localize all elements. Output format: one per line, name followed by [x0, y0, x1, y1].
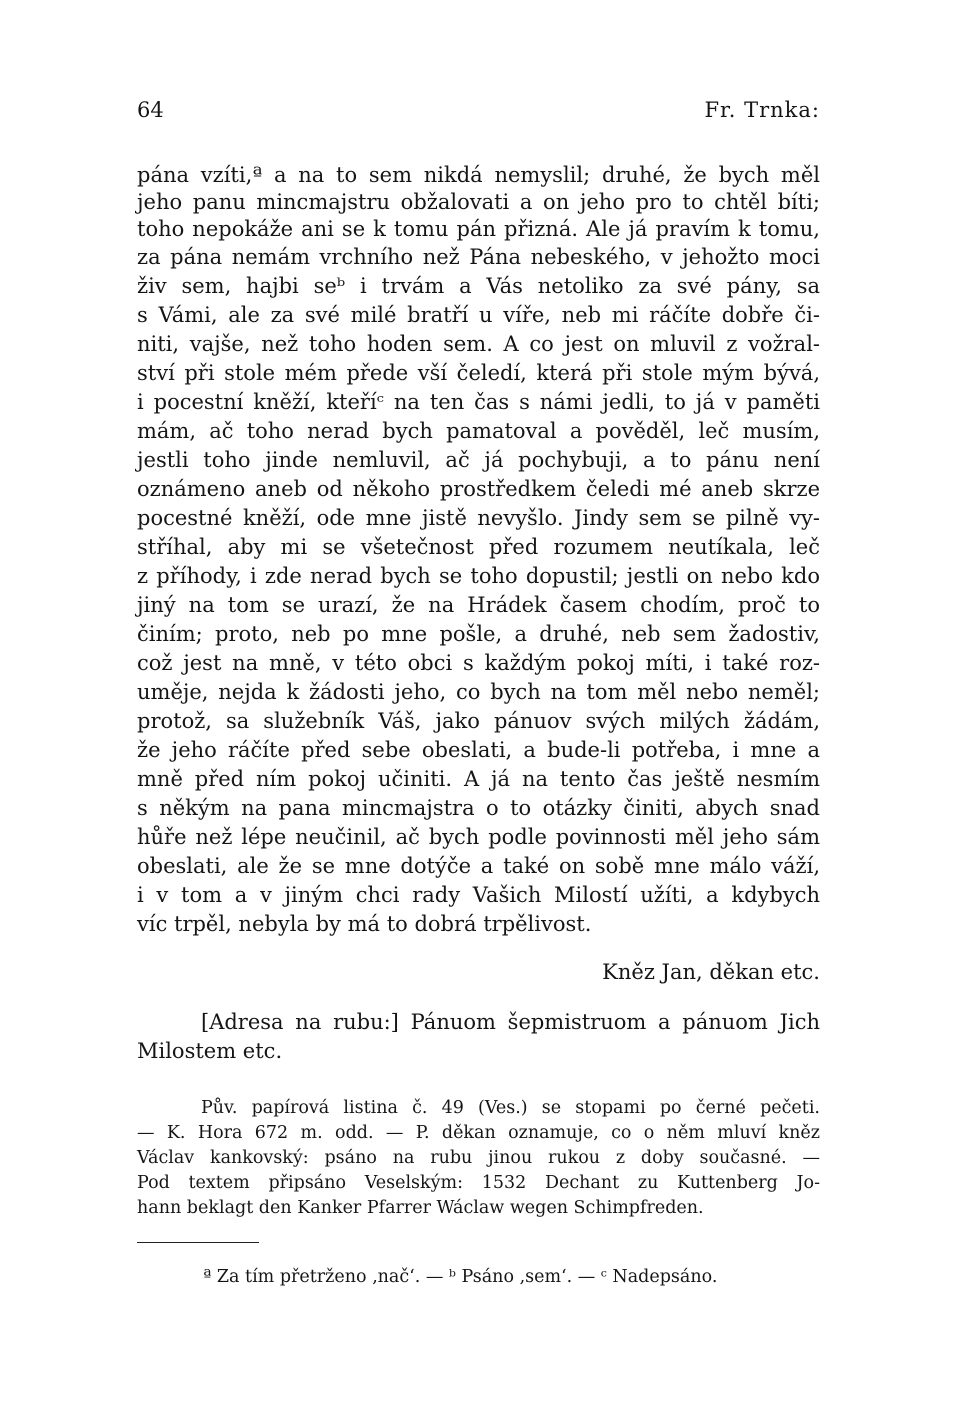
body-line: za pána nemám vrchního než Pána nebeského, v jehožto moci — [137, 245, 820, 269]
body-line: hůře než lépe neučinil, ač bych podle povinnosti měl jeho sám — [137, 825, 820, 849]
address-line: Milostem etc. — [137, 1039, 283, 1063]
body-line: i v tom a v jiným chci rady Vašich Milostí užíti, a kdybych — [137, 883, 820, 907]
body-line: živ sem, hajbi seᵇ i trvám a Vás netoliko za své pány, sa — [137, 274, 820, 298]
signature: Kněz Jan, děkan etc. — [602, 960, 820, 984]
body-line: s Vámi, ale za své milé bratří u víře, neb mi ráčíte dobře či- — [137, 303, 820, 327]
body-line: niti, vajše, než toho hoden sem. A co jest on mluvil z vožral- — [137, 332, 820, 356]
body-line: mám, ač toho nerad bych pamatoval a pověděl, leč musím, — [137, 419, 820, 443]
body-line: uměje, nejda k žádosti jeho, co bych na tom měl nebo neměl; — [137, 680, 820, 704]
body-line: jeho panu mincmajstru obžalovati a on jeho pro to chtěl bíti; — [137, 190, 820, 214]
body-line: pána vzíti,ª a na to sem nikdá nemyslil; druhé, že bych měl — [137, 163, 820, 187]
body-line: i pocestní kněží, kteříᶜ na ten čas s námi jedli, to já v paměti — [137, 390, 820, 414]
address-line: [Adresa na rubu:] Pánuom šepmistruom a pánuom Jich — [201, 1010, 820, 1034]
body-line: protož, sa služebník Váš, jako pánuov svých milých žádám, — [137, 709, 820, 733]
running-title: Fr. Trnka: — [704, 98, 820, 122]
archival-note-line: Pův. papírová listina č. 49 (Ves.) se stopami po černé pečeti. — [201, 1098, 820, 1118]
body-line: víc trpěl, nebyla by má to dobrá trpělivost. — [137, 912, 592, 936]
page-header — [137, 98, 820, 128]
body-line: ství při stole mém přede vší čeledí, která při stole mým bývá, — [137, 361, 820, 385]
body-line: oznámeno aneb od někoho prostředkem čeledi mé aneb skrze — [137, 477, 820, 501]
page-number: 64 — [137, 98, 164, 122]
archival-note-line: Pod textem připsáno Veselským: 1532 Dechant zu Kuttenberg Jo- — [137, 1173, 820, 1193]
footnotes: ª Za tím přetrženo ‚nač‘. — ᵇ Psáno ‚sem‘. — ᶜ Nadepsáno. — [203, 1267, 718, 1287]
body-line: mně před ním pokoj učiniti. A já na tento čas ještě nesmím — [137, 767, 820, 791]
body-line: jestli toho jinde nemluvil, ač já pochybuji, a to pánu není — [137, 448, 820, 472]
body-line: pocestné kněží, ode mne jistě nevyšlo. Jindy sem se pilně vy- — [137, 506, 820, 530]
body-line: stříhal, aby mi se všetečnost před rozumem neutíkala, leč — [137, 535, 820, 559]
archival-note-line: Václav kankovský: psáno na rubu jinou rukou z doby současné. — — [137, 1148, 820, 1168]
body-line: s někým na pana mincmajstra o to otázky činiti, abych snad — [137, 796, 820, 820]
body-line: což jest na mně, v této obci s každým pokoj míti, i také roz- — [137, 651, 820, 675]
body-line: činím; proto, neb po mne pošle, a druhé, neb sem žadostiv, — [137, 622, 820, 646]
body-line: obeslati, ale že se mne dotýče a také on sobě mne málo váží, — [137, 854, 820, 878]
body-line: toho nepokáže ani se k tomu pán přizná. Ale já pravím k tomu, — [137, 217, 820, 241]
body-line: z příhody, i zde nerad bych se toho dopustil; jestli on nebo kdo — [137, 564, 820, 588]
archival-note-line: — K. Hora 672 m. odd. — P. děkan oznamuje, co o něm mluví kněz — [137, 1123, 820, 1143]
body-line: jiný na tom se urazí, že na Hrádek časem chodím, proč to — [137, 593, 820, 617]
footnote-divider — [137, 1242, 259, 1243]
archival-note-line: hann beklagt den Kanker Pfarrer Wáclaw wegen Schimpfreden. — [137, 1198, 704, 1218]
body-line: že jeho ráčíte před sebe obeslati, a bude-li potřeba, i mne a — [137, 738, 820, 762]
